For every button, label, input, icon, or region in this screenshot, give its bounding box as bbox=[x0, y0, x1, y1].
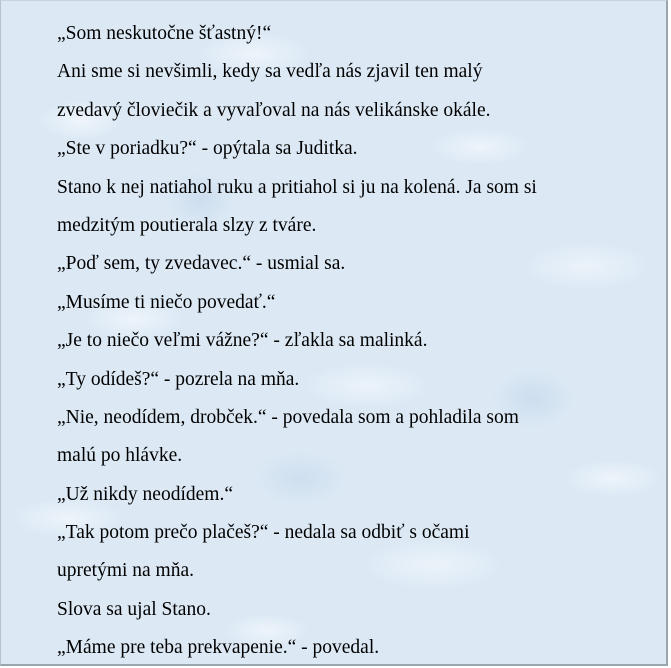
text-line: „Poď sem, ty zvedavec.“ - usmial sa. bbox=[57, 253, 346, 275]
text-line: malú po hlávke. bbox=[57, 445, 183, 467]
text-line: zvedavý človiečik a vyvaľoval na nás velikánske okále. bbox=[57, 99, 491, 121]
text-line: „Je to niečo veľmi vážne?“ - zľakla sa malinká. bbox=[57, 330, 428, 352]
text-line: „Ste v poriadku?“ - opýtala sa Juditka. bbox=[57, 138, 358, 160]
text-line: „Už nikdy neodídem.“ bbox=[57, 483, 233, 505]
text-line: „Ty odídeš?“ - pozrela na mňa. bbox=[57, 368, 300, 390]
text-line: upretými na mňa. bbox=[57, 560, 195, 582]
text-line: Slova sa ujal Stano. bbox=[57, 598, 211, 620]
text-line: „Nie, neodídem, drobček.“ - povedala som a pohladila som bbox=[57, 406, 519, 428]
text-line: Ani sme si nevšimli, kedy sa vedľa nás zjavil ten malý bbox=[57, 61, 483, 83]
text-line: „Máme pre teba prekvapenie.“ - povedal. bbox=[57, 637, 380, 659]
document-text bbox=[57, 15, 657, 668]
text-line: Stano k nej natiahol ruku a pritiahol si ju na kolená. Ja som si bbox=[57, 176, 537, 198]
text-line: „Tak potom prečo plačeš?“ - nedala sa odbiť s očami bbox=[57, 522, 470, 544]
text-line: medzitým poutierala slzy z tváre. bbox=[57, 214, 317, 236]
text-line: „Som neskutočne šťastný!“ bbox=[57, 23, 272, 44]
text-line: „Musíme ti niečo povedať.“ bbox=[57, 291, 276, 313]
